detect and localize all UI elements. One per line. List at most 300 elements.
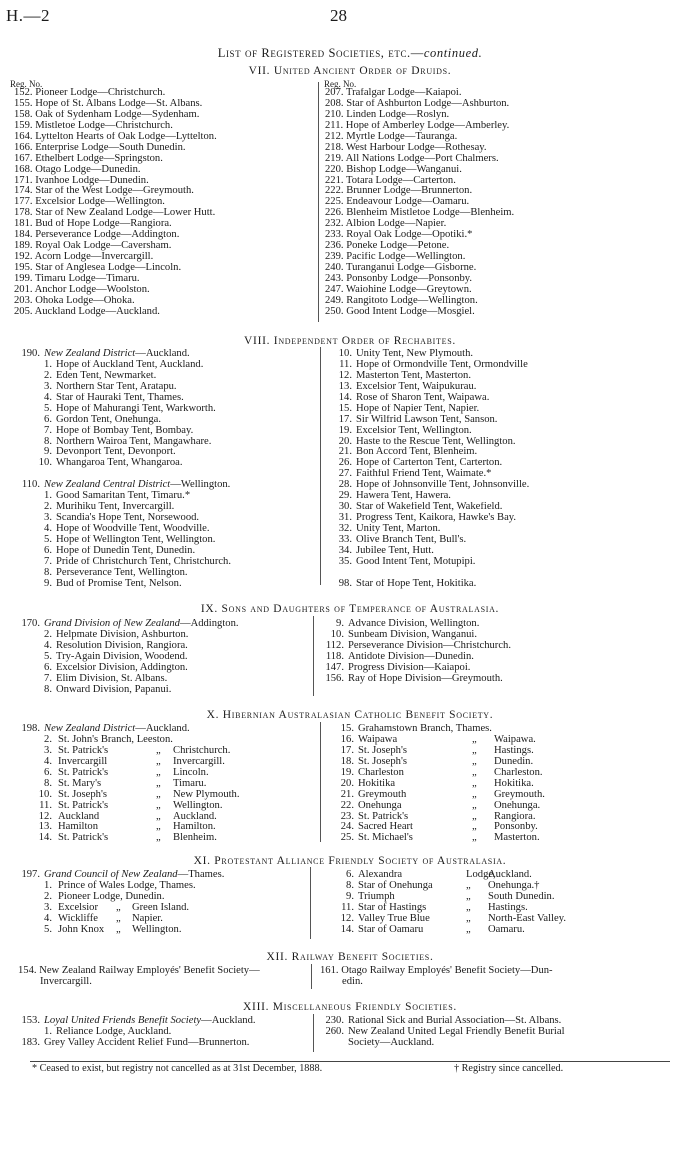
- entry-number: 7.: [44, 425, 52, 436]
- ditto-mark: Lodge,: [466, 869, 496, 880]
- branch-name: Valley True Blue: [358, 912, 430, 924]
- list-item: [330, 382, 529, 393]
- entry-text: Hawera Tent, Hawera.: [356, 491, 451, 502]
- entry-number: 3.: [44, 381, 52, 392]
- ditto-mark: „: [156, 810, 161, 822]
- list-item: [322, 652, 511, 663]
- column-divider: [313, 616, 314, 696]
- column-divider: [310, 867, 311, 939]
- entry-number: 197.: [21, 870, 40, 880]
- branch-place: Christchurch.: [173, 744, 231, 756]
- branch-name: Excelsior: [58, 901, 99, 913]
- list-item: 155. Hope of St. Albans Lodge—St. Albans.: [14, 98, 203, 109]
- list-item: 222. Brunner Lodge—Brunnerton.: [325, 186, 473, 197]
- list-item: [18, 404, 231, 415]
- entry-number: 1.: [44, 879, 52, 891]
- rechabites-right-column: [330, 349, 529, 590]
- druids-left-column: [14, 88, 217, 318]
- list-item: [18, 415, 231, 426]
- entry-text: Excelsior Division, Addington.: [56, 662, 188, 673]
- list-item: [322, 674, 511, 685]
- entry-text: New Zealand District: [44, 724, 136, 734]
- entry-number: 26.: [338, 458, 352, 469]
- branch-name: Triumph: [358, 890, 395, 902]
- entry-number: 29.: [338, 491, 352, 502]
- branch-name: St. John's Branch, Leeston.: [58, 733, 173, 745]
- list-item: [18, 641, 239, 652]
- entry-number: 10.: [338, 349, 352, 359]
- list-item: [18, 663, 239, 674]
- entry-number: 1.: [44, 1026, 52, 1037]
- list-item: [330, 437, 529, 448]
- list-item: [322, 663, 511, 674]
- branch-place: Hastings.: [488, 901, 528, 913]
- entry-number: 21.: [338, 447, 352, 458]
- branch-place: Waipawa.: [494, 733, 536, 745]
- entry-text: Good Samaritan Tent, Timaru.*: [56, 491, 191, 502]
- entry-number: 16.: [340, 733, 354, 745]
- entry-number: 6.: [44, 662, 52, 673]
- list-item: [18, 1027, 256, 1038]
- branch-place: Lincoln.: [173, 766, 209, 778]
- footnote-ceased: * Ceased to exist, but registry not cancelled as at 31st December, 1888.: [32, 1063, 323, 1074]
- list-item: 210. Linden Lodge—Roslyn.: [325, 109, 450, 120]
- entry-text: Excelsior Tent, Waipukurau.: [356, 381, 477, 392]
- entry-text: Hope of Ormondville Tent, Ormondville: [356, 359, 528, 370]
- entry-text: Hope of Auckland Tent, Auckland.: [56, 359, 204, 370]
- entry-number: 7.: [44, 673, 52, 684]
- entry-text: Haste to the Rescue Tent, Wellington.: [356, 436, 516, 447]
- branch-place: Auckland.: [488, 869, 532, 880]
- list-item: 152. Pioneer Lodge—Christchurch.: [14, 88, 166, 98]
- entry-text: Society—Auckland.: [348, 1037, 435, 1048]
- druids-right-column: [325, 88, 514, 318]
- entry-number: 22.: [340, 799, 354, 811]
- ditto-mark: „: [472, 733, 477, 745]
- list-item: [332, 833, 692, 844]
- branch-name: Pioneer Lodge, Dunedin.: [58, 890, 165, 902]
- entry-number: 5.: [44, 534, 52, 545]
- ditto-mark: „: [156, 788, 161, 800]
- entry-number: 12.: [38, 810, 52, 822]
- entry-number: 3.: [44, 744, 52, 756]
- list-item: [330, 491, 529, 502]
- list-item: [18, 371, 231, 382]
- entry-number: 9.: [44, 578, 52, 589]
- branch-name: Sacred Heart: [358, 821, 413, 833]
- entry-text: Good Intent Tent, Motupipi.: [356, 556, 476, 567]
- list-item: [18, 779, 318, 790]
- ditto-mark: „: [116, 901, 121, 913]
- protestant-right-column: [332, 870, 692, 936]
- entry-number: 230.: [325, 1016, 344, 1026]
- entry-text: Grand Division of New Zealand: [44, 619, 180, 629]
- entry-number: 17.: [340, 744, 354, 756]
- branch-name: Star of Hastings: [358, 901, 427, 913]
- entry-text: Rose of Sharon Tent, Waipawa.: [356, 392, 490, 403]
- entry-text: Helpmate Division, Ashburton.: [56, 629, 189, 640]
- list-item: [18, 619, 239, 630]
- list-item: 166. Enterprise Lodge—South Dunedin.: [14, 142, 186, 153]
- protestant-left-column: [18, 870, 308, 936]
- list-item: [330, 447, 529, 458]
- entry-number: 12.: [338, 370, 352, 381]
- list-item: 201. Anchor Lodge—Woolston.: [14, 284, 150, 295]
- branch-place: North-East Valley.: [488, 912, 566, 924]
- entry-text: Faithful Friend Tent, Waimate.*: [356, 469, 492, 480]
- entry-text: Hope of Wellington Tent, Wellington.: [56, 534, 216, 545]
- list-item: 168. Otago Lodge—Dunedin.: [14, 164, 141, 175]
- entry-text: Sir Wilfrid Lawson Tent, Sanson.: [356, 414, 498, 425]
- list-item: 192. Acorn Lodge—Invercargill.: [14, 252, 154, 263]
- entry-number: 10.: [38, 788, 52, 800]
- entry-number: 8.: [44, 567, 52, 578]
- list-item: [18, 685, 239, 696]
- ditto-mark: „: [156, 755, 161, 767]
- entry-number: 33.: [338, 534, 352, 545]
- entry-number: 14.: [340, 923, 354, 935]
- list-item: [18, 491, 231, 502]
- entry-number: 8.: [44, 436, 52, 447]
- list-item: [18, 513, 231, 524]
- list-item: [18, 801, 318, 812]
- list-item: [322, 641, 511, 652]
- entry-text: Perseverance Tent, Wellington.: [56, 567, 188, 578]
- list-item: [18, 1038, 256, 1049]
- list-item: [18, 630, 239, 641]
- entry-number: 10.: [38, 458, 52, 469]
- list-item: 205. Auckland Lodge—Auckland.: [14, 306, 160, 317]
- list-item: 177. Excelsior Lodge—Wellington.: [14, 197, 165, 208]
- list-item: 207. Trafalgar Lodge—Kaiapoi.: [325, 88, 462, 98]
- entry-number: 4.: [44, 912, 52, 924]
- branch-name: St. Patrick's: [58, 766, 109, 778]
- list-item: 236. Poneke Lodge—Petone.: [325, 241, 450, 252]
- ditto-mark: „: [466, 912, 471, 924]
- entry-number: 112.: [325, 640, 344, 651]
- entry-number: 5.: [44, 923, 52, 935]
- ditto-mark: „: [472, 755, 477, 767]
- branch-place: Timaru.: [173, 777, 207, 789]
- entry-number: 1.: [44, 359, 52, 370]
- branch-name: Invercargill: [58, 755, 108, 767]
- list-item: [18, 447, 231, 458]
- list-item: [330, 480, 529, 491]
- entry-text: Hope of Johnsonville Tent, Johnsonville.: [356, 480, 530, 491]
- section-heading-xi: XI. Protestant Alliance Friendly Society of Australasia.: [193, 855, 507, 867]
- branch-name: St. Joseph's: [358, 744, 408, 756]
- entry-number: 25.: [340, 832, 354, 844]
- column-divider: [313, 1014, 314, 1052]
- list-item: [330, 426, 529, 437]
- entry-number: 10.: [330, 629, 344, 640]
- list-item: [330, 415, 529, 426]
- column-divider: [320, 722, 321, 842]
- entry-text: Ray of Hope Division—Greymouth.: [348, 673, 503, 684]
- list-item: 181. Bud of Hope Lodge—Rangiora.: [14, 219, 172, 230]
- entry-number: 1.: [44, 491, 52, 502]
- list-item: [330, 524, 529, 535]
- list-item: [18, 426, 231, 437]
- branch-name: St. Joseph's: [58, 788, 108, 800]
- entry-text: Reliance Lodge, Auckland.: [56, 1026, 172, 1037]
- branch-place: Masterton.: [494, 832, 540, 844]
- entry-location: —Auckland.: [135, 724, 190, 734]
- branch-place: Dunedin.: [494, 755, 534, 767]
- entry-text: Murihiku Tent, Invercargill.: [56, 502, 175, 513]
- entry-number: 7.: [44, 556, 52, 567]
- list-item: [18, 790, 318, 801]
- entry-number: 2.: [44, 629, 52, 640]
- branch-name: Star of Onehunga: [358, 879, 433, 891]
- entry-number: 13.: [338, 381, 352, 392]
- list-item: [330, 371, 529, 382]
- entry-number: 198.: [21, 724, 40, 734]
- branch-name: St. Patrick's: [58, 832, 109, 844]
- list-item: 249. Rangitoto Lodge—Wellington.: [325, 295, 478, 306]
- list-item: [330, 579, 529, 590]
- entry-text: Star of Hauraki Tent, Thames.: [56, 392, 184, 403]
- list-item: 233. Royal Oak Lodge—Opotiki.*: [325, 230, 473, 241]
- list-spacer: [330, 568, 529, 579]
- entry-number: 2.: [44, 890, 52, 902]
- entry-number: 17.: [338, 414, 352, 425]
- entry-location: —Wellington.: [170, 480, 231, 491]
- list-item: [330, 404, 529, 415]
- list-item: 184. Perseverance Lodge—Addington.: [14, 230, 180, 241]
- branch-place: Invercargill.: [173, 755, 225, 767]
- entry-text: Grey Valley Accident Relief Fund—Brunnerton.: [44, 1037, 250, 1048]
- entry-number: 9.: [336, 619, 344, 629]
- entry-text: Masterton Tent, Masterton.: [356, 370, 471, 381]
- entry-location: —Addington.: [179, 619, 239, 629]
- entry-text: Hope of Napier Tent, Napier.: [356, 403, 480, 414]
- list-item: 211. Hope of Amberley Lodge—Amberley.: [325, 120, 510, 131]
- entry-text: Star of Hope Tent, Hokitika.: [356, 578, 477, 589]
- list-item: [18, 502, 231, 513]
- entry-location: —Auckland.: [201, 1016, 256, 1026]
- entry-number: 20.: [338, 436, 352, 447]
- branch-place: Wellington.: [173, 799, 223, 811]
- ditto-mark: „: [156, 832, 161, 844]
- entry-text: Loyal United Friends Benefit Society: [44, 1016, 202, 1026]
- list-item: [18, 1016, 256, 1027]
- entry-number: 11.: [341, 901, 354, 913]
- entry-text: Antidote Division—Dunedin.: [348, 651, 474, 662]
- ditto-mark: „: [472, 744, 477, 756]
- list-item: [332, 801, 692, 812]
- reg-no-label-right: Reg. No.: [324, 79, 357, 89]
- list-item: [18, 458, 231, 469]
- ditto-mark: „: [156, 799, 161, 811]
- ditto-mark: „: [472, 788, 477, 800]
- list-item: 158. Oak of Sydenham Lodge—Sydenham.: [14, 109, 200, 120]
- entry-number: 156.: [325, 673, 344, 684]
- entry-number: 4.: [44, 392, 52, 403]
- entry-number: 2.: [44, 502, 52, 513]
- entry-number: 6.: [44, 545, 52, 556]
- ditto-mark: „: [156, 821, 161, 833]
- entry-number: 147.: [325, 662, 344, 673]
- ditto-mark: „: [472, 766, 477, 778]
- list-item: 203. Ohoka Lodge—Ohoka.: [14, 295, 135, 306]
- entry-number: 12.: [340, 912, 354, 924]
- hibernian-right-column: [332, 724, 692, 844]
- entry-text: Elim Division, St. Albans.: [56, 673, 168, 684]
- entry-text: Resolution Division, Rangiora.: [56, 640, 188, 651]
- list-item: [18, 535, 231, 546]
- list-item: [18, 393, 231, 404]
- entry-text: Hope of Carterton Tent, Carterton.: [356, 458, 503, 469]
- entry-number: 35.: [338, 556, 352, 567]
- list-item: [18, 349, 231, 360]
- section-heading-viii: VIII. Independent Order of Rechabites.: [244, 335, 456, 347]
- entry-number: 6.: [44, 766, 52, 778]
- entry-location: —Thames.: [177, 870, 225, 880]
- list-item: [322, 1038, 565, 1049]
- branch-place: Auckland.: [173, 810, 217, 822]
- entry-number: 110.: [21, 480, 40, 491]
- entry-text: Hope of Woodville Tent, Woodville.: [56, 524, 210, 534]
- list-item: [18, 568, 231, 579]
- entry-number: 8.: [346, 879, 354, 891]
- branch-place: South Dunedin.: [488, 890, 555, 902]
- entry-number: 13.: [38, 821, 52, 833]
- entry-number: 5.: [44, 651, 52, 662]
- entry-number: 2.: [44, 733, 52, 745]
- list-item: [330, 360, 529, 371]
- branch-name: Auckland: [58, 810, 100, 822]
- entry-text: Star of Wakefield Tent, Wakefield.: [356, 502, 503, 513]
- list-item: 250. Good Intent Lodge—Mosgiel.: [325, 306, 475, 317]
- branch-place: Hokitika.: [494, 777, 534, 789]
- page-title: List of Registered Societies, etc.—continued.: [217, 46, 483, 60]
- list-item: 178. Star of New Zealand Lodge—Lower Hutt.: [14, 208, 216, 219]
- entry-text: New Zealand Central District: [44, 480, 171, 491]
- entry-number: 30.: [338, 502, 352, 513]
- branch-name: Grahamstown Branch, Thames.: [358, 723, 492, 734]
- entry-text: New Zealand District: [44, 349, 136, 359]
- entry-number: 23.: [340, 810, 354, 822]
- entry-text: Rational Sick and Burial Association—St. Albans.: [348, 1016, 562, 1026]
- list-item: 195. Star of Anglesea Lodge—Lincoln.: [14, 263, 182, 273]
- entry-number: 190.: [21, 349, 40, 359]
- branch-place: Charleston.: [494, 766, 543, 778]
- list-item: 167. Ethelbert Lodge—Springston.: [14, 153, 163, 164]
- branch-place: Oamaru.: [488, 923, 525, 935]
- entry-number: 11.: [339, 359, 352, 370]
- list-item: 159. Mistletoe Lodge—Christchurch.: [14, 120, 173, 131]
- branch-place: Onehunga.†: [488, 879, 540, 891]
- list-item: [322, 1016, 565, 1027]
- branch-name: Hokitika: [358, 777, 396, 789]
- list-item: 243. Ponsonby Lodge—Ponsonby.: [325, 273, 473, 284]
- ditto-mark: „: [466, 879, 471, 891]
- entry-number: 15.: [340, 723, 354, 734]
- entry-number: 260.: [325, 1026, 344, 1037]
- list-item: 164. Lyttelton Hearts of Oak Lodge—Lyttelton.: [14, 131, 217, 142]
- list-item: [18, 360, 231, 371]
- entry-text: Onward Division, Papanui.: [56, 684, 172, 695]
- list-item: 189. Royal Oak Lodge—Caversham.: [14, 241, 172, 252]
- entry-text: Eden Tent, Newmarket.: [56, 370, 157, 381]
- branch-name: St. Patrick's: [58, 744, 109, 756]
- list-item: [322, 619, 511, 630]
- list-item: [332, 925, 692, 936]
- list-item: [330, 458, 529, 469]
- entry-number: 11.: [39, 799, 52, 811]
- entry-text: Gordon Tent, Onehunga.: [56, 414, 161, 425]
- branch-place: Blenheim.: [173, 832, 217, 844]
- entry-number: 153.: [21, 1016, 40, 1026]
- ditto-mark: „: [472, 799, 477, 811]
- entry-number: 28.: [338, 480, 352, 491]
- list-item: 219. All Nations Lodge—Port Chalmers.: [325, 153, 499, 164]
- entry-text: Progress Tent, Kaikora, Hawke's Bay.: [356, 513, 517, 524]
- branch-place: Wellington.: [132, 923, 182, 935]
- branch-name: St. Joseph's: [358, 755, 408, 767]
- report-code: H.—2: [6, 6, 51, 25]
- entry-text: Advance Division, Wellington.: [348, 619, 480, 629]
- ditto-mark: „: [156, 777, 161, 789]
- entry-text: Grand Council of New Zealand: [44, 870, 178, 880]
- entry-number: 118.: [325, 651, 344, 662]
- branch-place: Rangiora.: [494, 810, 536, 822]
- entry-number: 9.: [346, 890, 354, 902]
- temperance-right-column: [322, 619, 511, 685]
- entry-text: Olive Branch Tent, Bull's.: [356, 534, 467, 545]
- list-item: 218. West Harbour Lodge—Rothesay.: [325, 142, 487, 153]
- ditto-mark: „: [466, 890, 471, 902]
- list-item: 247. Waiohine Lodge—Greytown.: [325, 284, 472, 295]
- list-item: 199. Timaru Lodge—Timaru.: [14, 273, 140, 284]
- list-spacer: [18, 469, 231, 480]
- ditto-mark: „: [466, 923, 471, 935]
- entry-number: 6.: [346, 869, 354, 880]
- entry-text: Perseverance Division—Christchurch.: [348, 640, 511, 651]
- entry-number: 8.: [44, 777, 52, 789]
- list-item: [322, 630, 511, 641]
- list-item: [330, 535, 529, 546]
- branch-place: Hamilton.: [173, 821, 216, 833]
- entry-number: 4.: [44, 640, 52, 651]
- branch-place: Ponsonby.: [494, 821, 538, 833]
- entry-text: Devonport Tent, Devonport.: [56, 447, 176, 458]
- entry-text: Whangaroa Tent, Whangaroa.: [56, 458, 183, 469]
- branch-name: St. Patrick's: [358, 810, 409, 822]
- list-item: 226. Blenheim Mistletoe Lodge—Blenheim.: [325, 208, 515, 219]
- branch-place: Green Island.: [132, 901, 190, 913]
- list-item: [18, 557, 231, 568]
- list-item: [330, 393, 529, 404]
- entry-number: 14.: [38, 832, 52, 844]
- list-item: 171. Ivanhoe Lodge—Dunedin.: [14, 175, 149, 186]
- list-item: [330, 557, 529, 568]
- ditto-mark: „: [156, 766, 161, 778]
- footnote-rule: [30, 1061, 670, 1062]
- list-item: [330, 349, 529, 360]
- entry-text: Bud of Promise Tent, Nelson.: [56, 578, 182, 589]
- entry-text: New Zealand United Legal Friendly Benefit Burial: [348, 1026, 565, 1037]
- entry-number: 4.: [44, 755, 52, 767]
- entry-text: Excelsior Tent, Wellington.: [356, 425, 472, 436]
- ditto-mark: „: [472, 832, 477, 844]
- entry-text: Unity Tent, Marton.: [356, 524, 441, 534]
- entry-number: 170.: [21, 619, 40, 629]
- entry-number: 27.: [338, 469, 352, 480]
- railway-left-entry: 154. New Zealand Railway Employés' Benefit Society— Invercargill.: [18, 966, 260, 987]
- list-item: [330, 469, 529, 480]
